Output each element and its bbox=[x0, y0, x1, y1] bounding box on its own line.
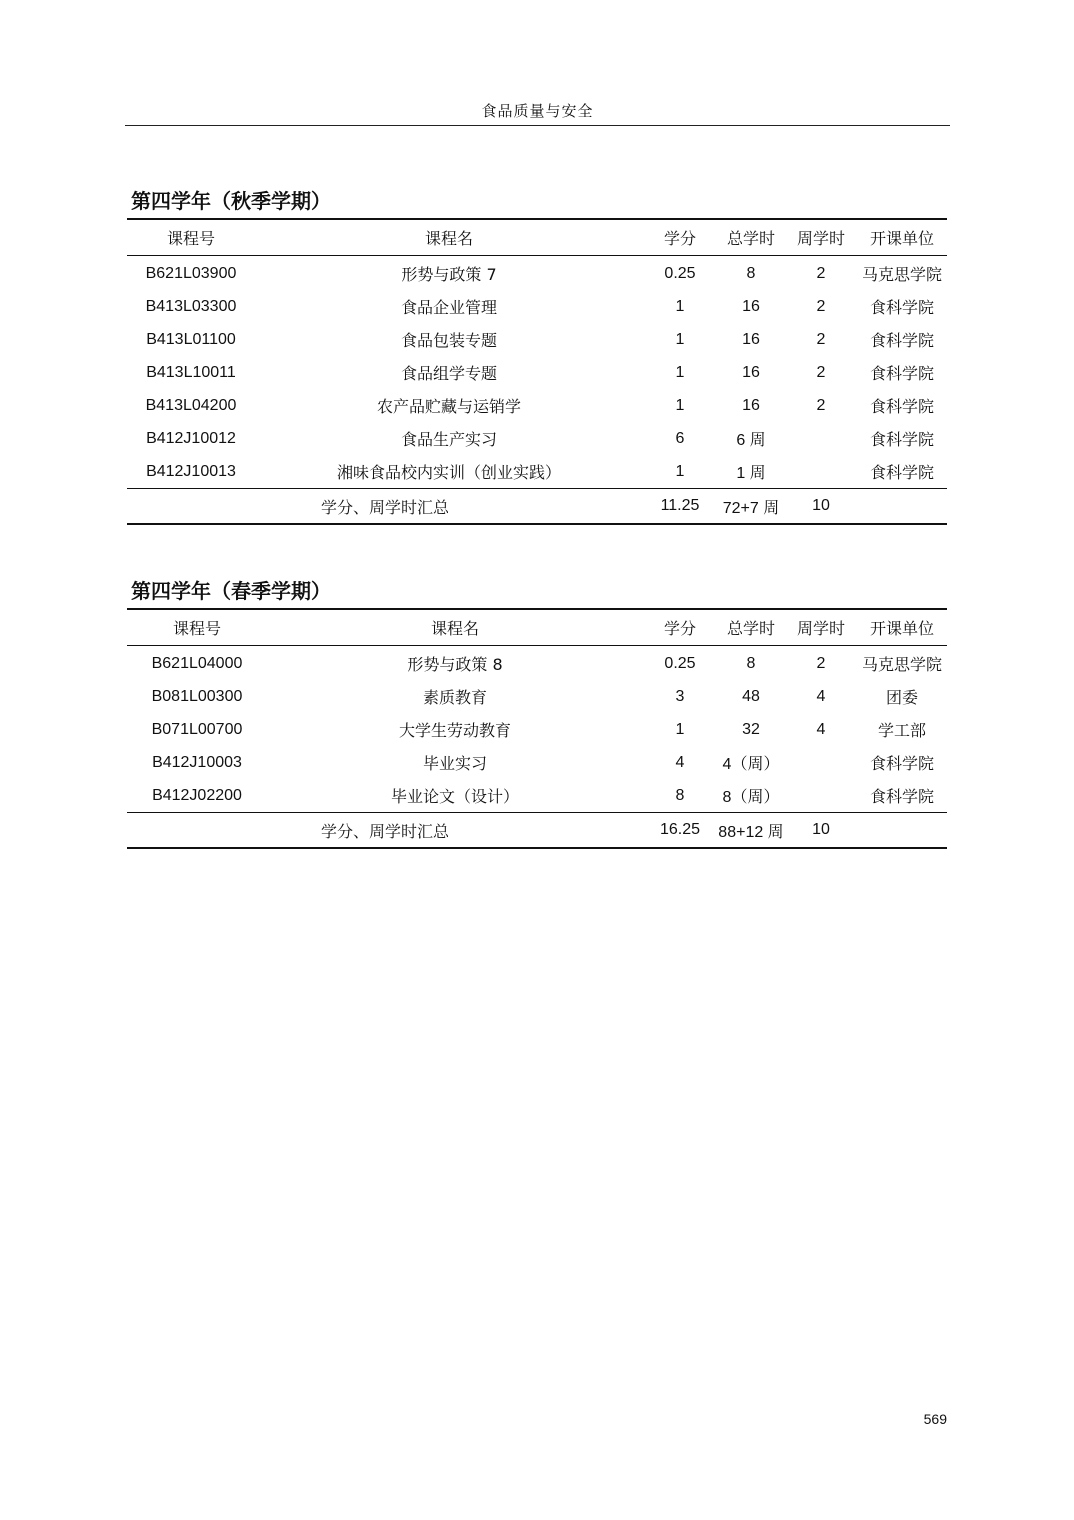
course-code: B412J10012 bbox=[146, 429, 236, 447]
column-header-code: 课程号 bbox=[127, 219, 255, 256]
spring-semester-section bbox=[127, 574, 947, 849]
table-row bbox=[127, 422, 947, 455]
course-table bbox=[127, 218, 947, 525]
summary-row bbox=[127, 813, 947, 849]
section-title: 第四学年（秋季学期） bbox=[131, 189, 331, 213]
course-table bbox=[127, 608, 947, 849]
course-credits: 1 bbox=[675, 363, 685, 381]
course-credits: 1 bbox=[675, 330, 685, 348]
column-header-department: 开课单位 bbox=[857, 219, 947, 256]
course-credits: 1 bbox=[675, 720, 685, 738]
course-credits: 3 bbox=[675, 687, 685, 705]
course-credits: 6 bbox=[675, 429, 685, 447]
summary-weekly-hours: 10 bbox=[785, 813, 857, 849]
table-row bbox=[127, 356, 947, 389]
summary-credits: 16.25 bbox=[643, 813, 717, 849]
course-total-hours: 16 bbox=[742, 297, 760, 315]
summary-row bbox=[127, 489, 947, 525]
column-header-weekly-hours: 周学时 bbox=[785, 609, 857, 646]
course-total-hours: 1 周 bbox=[736, 465, 766, 482]
course-total-hours: 4（周） bbox=[722, 756, 780, 773]
course-weekly-hours bbox=[785, 422, 857, 455]
table-header-row bbox=[127, 609, 947, 646]
summary-total-hours: 88+12 周 bbox=[717, 813, 785, 849]
section-title: 第四学年（春季学期） bbox=[131, 579, 331, 603]
column-header-weekly-hours: 周学时 bbox=[785, 219, 857, 256]
course-weekly-hours: 2 bbox=[816, 297, 826, 315]
course-department: 食科学院 bbox=[869, 463, 934, 482]
column-header-total-hours: 总学时 bbox=[717, 609, 785, 646]
column-header-code: 课程号 bbox=[127, 609, 267, 646]
course-total-hours: 48 bbox=[742, 687, 760, 705]
course-code: B412J02200 bbox=[152, 786, 242, 804]
course-name: 毕业论文（设计） bbox=[390, 787, 519, 806]
course-total-hours: 8 bbox=[746, 264, 756, 282]
course-department: 团委 bbox=[885, 688, 918, 707]
course-code: B071L00700 bbox=[151, 720, 243, 738]
course-department: 食科学院 bbox=[869, 754, 934, 773]
course-credits: 1 bbox=[675, 396, 685, 414]
course-code: B621L03900 bbox=[145, 264, 237, 282]
column-header-total-hours: 总学时 bbox=[717, 219, 785, 256]
table-row bbox=[127, 680, 947, 713]
table-row bbox=[127, 290, 947, 323]
course-name: 湘味食品校内实训（创业实践） bbox=[336, 463, 561, 482]
course-name: 素质教育 bbox=[422, 688, 487, 707]
summary-department-empty bbox=[857, 489, 947, 525]
course-name: 食品包装专题 bbox=[400, 331, 497, 350]
course-credits: 8 bbox=[675, 786, 685, 804]
course-code: B412J10003 bbox=[152, 753, 242, 771]
course-weekly-hours: 4 bbox=[816, 687, 826, 705]
summary-credits: 11.25 bbox=[643, 489, 717, 525]
summary-weekly-hours: 10 bbox=[785, 489, 857, 525]
course-name: 形势与政策 8 bbox=[407, 655, 503, 674]
course-code: B413L01100 bbox=[146, 330, 236, 348]
table-row bbox=[127, 646, 947, 681]
course-code: B621L04000 bbox=[151, 654, 243, 672]
autumn-semester-section bbox=[127, 184, 947, 525]
course-credits: 0.25 bbox=[664, 264, 696, 282]
course-total-hours: 8（周） bbox=[722, 789, 780, 806]
table-row bbox=[127, 455, 947, 489]
course-weekly-hours: 2 bbox=[816, 330, 826, 348]
summary-label: 学分、周学时汇总 bbox=[127, 813, 643, 849]
course-name: 大学生劳动教育 bbox=[398, 721, 511, 740]
course-total-hours: 8 bbox=[746, 654, 756, 672]
course-department: 食科学院 bbox=[869, 298, 934, 317]
course-total-hours: 16 bbox=[742, 363, 760, 381]
column-header-department: 开课单位 bbox=[857, 609, 947, 646]
course-name: 食品生产实习 bbox=[400, 430, 497, 449]
course-code: B412J10013 bbox=[146, 462, 236, 480]
course-weekly-hours bbox=[785, 455, 857, 489]
table-header-row bbox=[127, 219, 947, 256]
course-code: B081L00300 bbox=[151, 687, 243, 705]
course-department: 食科学院 bbox=[869, 430, 934, 449]
summary-department-empty bbox=[857, 813, 947, 849]
course-total-hours: 6 周 bbox=[736, 432, 766, 449]
running-header: 食品质量与安全 bbox=[125, 98, 950, 126]
summary-label: 学分、周学时汇总 bbox=[127, 489, 643, 525]
course-credits: 4 bbox=[675, 753, 685, 771]
course-code: B413L03300 bbox=[145, 297, 237, 315]
course-department: 学工部 bbox=[877, 721, 926, 740]
summary-total-hours: 72+7 周 bbox=[717, 489, 785, 525]
course-total-hours: 32 bbox=[742, 720, 760, 738]
course-weekly-hours: 2 bbox=[816, 654, 826, 672]
course-department: 食科学院 bbox=[869, 364, 934, 383]
course-department: 食科学院 bbox=[869, 331, 934, 350]
page-number: 569 bbox=[923, 1411, 947, 1427]
course-department: 食科学院 bbox=[869, 397, 934, 416]
course-weekly-hours bbox=[785, 746, 857, 779]
course-department: 食科学院 bbox=[869, 787, 934, 806]
course-total-hours: 16 bbox=[742, 330, 760, 348]
course-name: 食品企业管理 bbox=[400, 298, 497, 317]
course-name: 形势与政策 7 bbox=[401, 265, 497, 284]
table-row bbox=[127, 713, 947, 746]
course-weekly-hours bbox=[785, 779, 857, 813]
course-weekly-hours: 4 bbox=[816, 720, 826, 738]
course-credits: 0.25 bbox=[664, 654, 696, 672]
course-code: B413L04200 bbox=[145, 396, 237, 414]
table-row bbox=[127, 779, 947, 813]
course-weekly-hours: 2 bbox=[816, 363, 826, 381]
course-weekly-hours: 2 bbox=[816, 264, 826, 282]
column-header-credits: 学分 bbox=[643, 609, 717, 646]
course-credits: 1 bbox=[675, 297, 685, 315]
course-department: 马克思学院 bbox=[861, 655, 942, 674]
course-code: B413L10011 bbox=[146, 363, 236, 381]
table-row bbox=[127, 746, 947, 779]
course-weekly-hours: 2 bbox=[816, 396, 826, 414]
table-row bbox=[127, 256, 947, 291]
column-header-name: 课程名 bbox=[267, 609, 643, 646]
column-header-credits: 学分 bbox=[643, 219, 717, 256]
course-name: 毕业实习 bbox=[422, 754, 487, 773]
column-header-name: 课程名 bbox=[255, 219, 643, 256]
course-total-hours: 16 bbox=[742, 396, 760, 414]
course-name: 农产品贮藏与运销学 bbox=[376, 397, 521, 416]
table-row bbox=[127, 389, 947, 422]
course-department: 马克思学院 bbox=[861, 265, 942, 284]
course-name: 食品组学专题 bbox=[400, 364, 497, 383]
table-row bbox=[127, 323, 947, 356]
course-credits: 1 bbox=[675, 462, 685, 480]
